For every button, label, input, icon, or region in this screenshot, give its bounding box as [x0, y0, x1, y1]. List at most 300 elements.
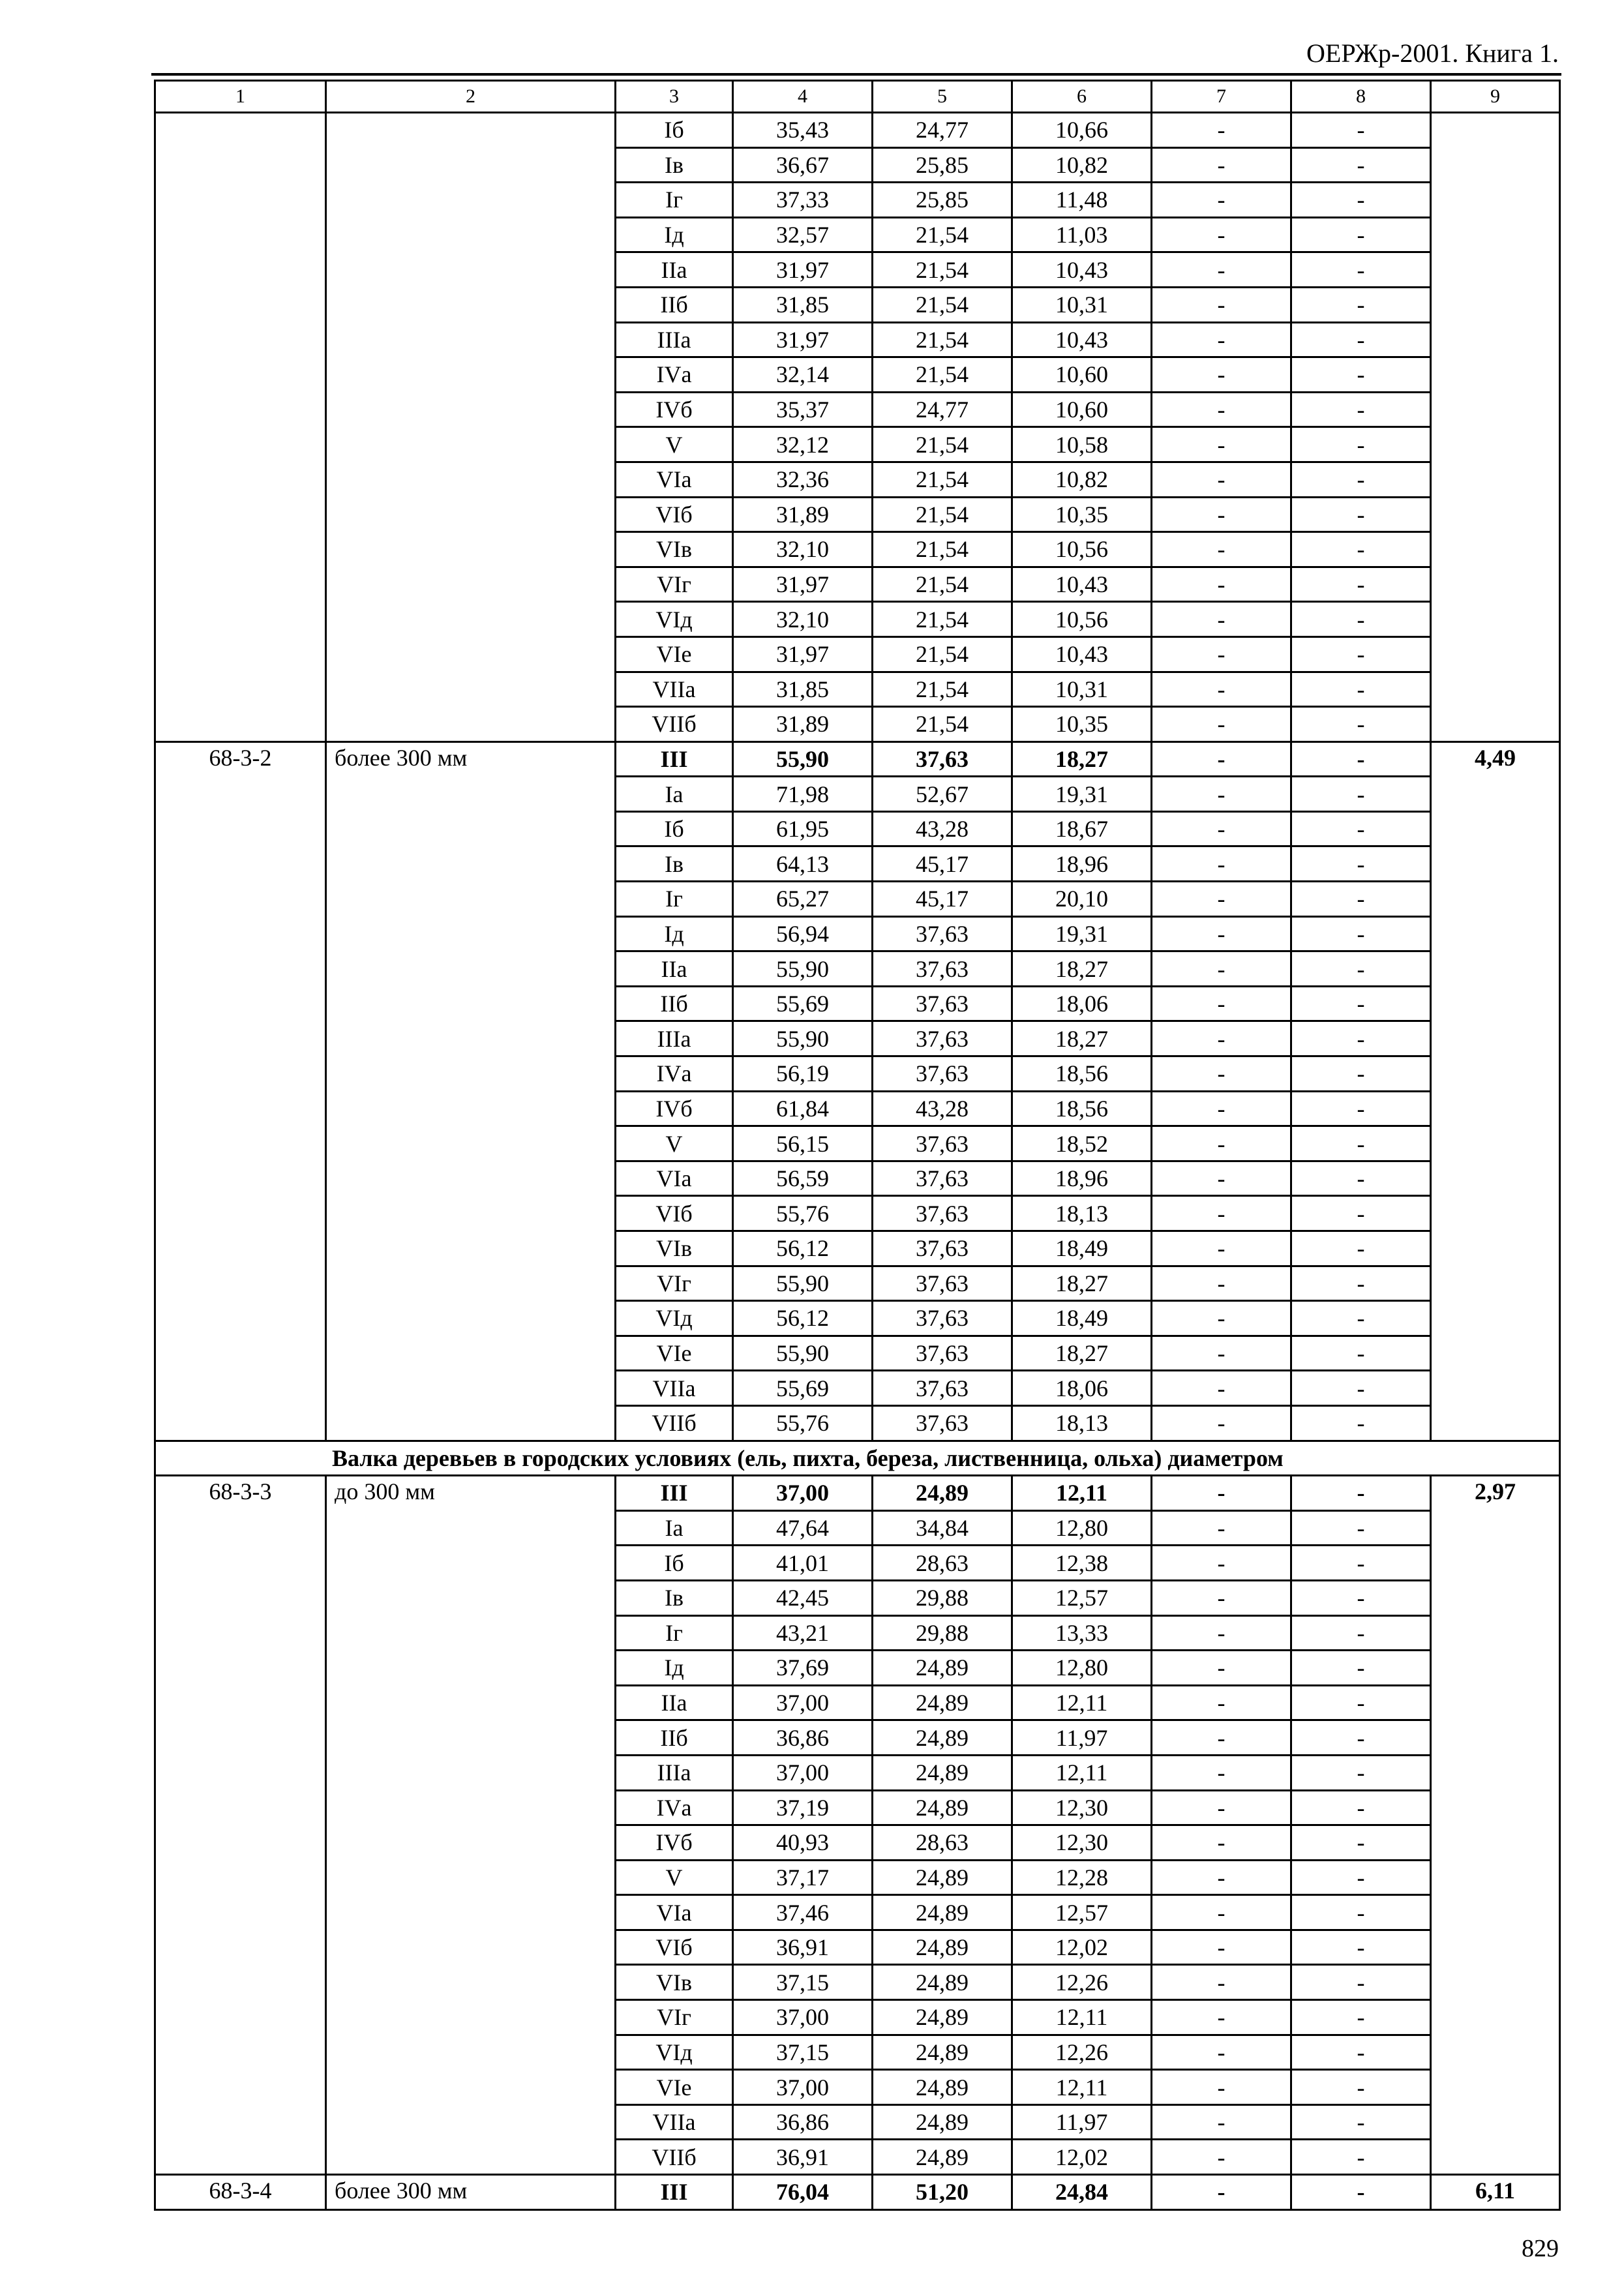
section-heading: Валка деревьев в городских условиях (ель, пихта, береза, лиственница, ольха) диаметром: [155, 1441, 1560, 1476]
labor-cost: 52,67: [873, 777, 1012, 812]
region-code: VIа: [616, 462, 733, 497]
region-code: IIа: [616, 951, 733, 987]
driver-wage: -: [1152, 1930, 1291, 1965]
page-number: 829: [1522, 2235, 1559, 2262]
machine-cost: 10,56: [1012, 602, 1152, 637]
total-cost: 47,64: [733, 1510, 873, 1546]
column-number: 9: [1431, 81, 1560, 113]
labor-cost: 37,63: [873, 1021, 1012, 1056]
rate-code: [155, 113, 326, 742]
driver-wage: -: [1152, 1825, 1291, 1861]
region-code: VIв: [616, 532, 733, 567]
driver-wage: -: [1152, 147, 1291, 183]
machine-cost: 18,96: [1012, 1161, 1152, 1196]
region-code: VIе: [616, 636, 733, 672]
region-code: VIб: [616, 497, 733, 532]
materials-cost: -: [1291, 252, 1431, 288]
machine-cost: 18,27: [1012, 1336, 1152, 1371]
materials-cost: -: [1291, 183, 1431, 218]
table-body: [155, 81, 1560, 2210]
materials-cost: -: [1291, 1895, 1431, 1930]
machine-cost: 18,13: [1012, 1405, 1152, 1441]
materials-cost: -: [1291, 1476, 1431, 1511]
region-code: III: [616, 741, 733, 777]
driver-wage: -: [1152, 1615, 1291, 1651]
region-code: VIб: [616, 1196, 733, 1231]
driver-wage: -: [1152, 1371, 1291, 1406]
labor-cost: 37,63: [873, 1371, 1012, 1406]
machine-cost: 10,66: [1012, 113, 1152, 148]
materials-cost: -: [1291, 846, 1431, 882]
rate-description: более 300 мм: [326, 741, 616, 1441]
driver-wage: -: [1152, 986, 1291, 1021]
machine-cost: 12,11: [1012, 2000, 1152, 2035]
region-code: Iг: [616, 1615, 733, 1651]
labor-cost: 21,54: [873, 497, 1012, 532]
total-cost: 32,12: [733, 427, 873, 462]
total-cost: 56,12: [733, 1231, 873, 1266]
region-code: IIIа: [616, 1021, 733, 1056]
total-cost: 37,15: [733, 1965, 873, 2000]
materials-cost: -: [1291, 2140, 1431, 2175]
materials-cost: -: [1291, 497, 1431, 532]
machine-cost: 10,43: [1012, 322, 1152, 357]
driver-wage: -: [1152, 1651, 1291, 1686]
machine-cost: 10,31: [1012, 672, 1152, 707]
labor-cost: 21,54: [873, 287, 1012, 322]
section-heading-row: [155, 1441, 1560, 1476]
total-cost: 55,69: [733, 986, 873, 1021]
column-number: 4: [733, 81, 873, 113]
labor-cost: 24,89: [873, 2035, 1012, 2070]
materials-cost: -: [1291, 916, 1431, 951]
materials-cost: -: [1291, 1371, 1431, 1406]
materials-cost: -: [1291, 392, 1431, 427]
materials-cost: -: [1291, 462, 1431, 497]
labor-cost: 21,54: [873, 427, 1012, 462]
machine-cost: 12,26: [1012, 1965, 1152, 2000]
machine-cost: 11,48: [1012, 183, 1152, 218]
running-header: ОЕРЖр-2001. Книга 1.: [1306, 38, 1559, 68]
labor-cost: 24,89: [873, 1651, 1012, 1686]
total-cost: 55,90: [733, 741, 873, 777]
machine-cost: 11,97: [1012, 1720, 1152, 1756]
machine-cost: 12,30: [1012, 1825, 1152, 1861]
labor-cost: 24,89: [873, 1685, 1012, 1720]
table-row: [155, 741, 1560, 777]
materials-cost: -: [1291, 113, 1431, 148]
driver-wage: -: [1152, 2070, 1291, 2105]
machine-cost: 10,43: [1012, 252, 1152, 288]
materials-cost: -: [1291, 741, 1431, 777]
rate-code: 68-3-2: [155, 741, 326, 1441]
total-cost: 36,86: [733, 2104, 873, 2140]
region-code: IIб: [616, 1720, 733, 1756]
materials-cost: -: [1291, 1301, 1431, 1336]
total-cost: 65,27: [733, 882, 873, 917]
labor-cost: 24,89: [873, 1476, 1012, 1511]
machine-cost: 18,56: [1012, 1056, 1152, 1092]
total-cost: 37,19: [733, 1790, 873, 1825]
driver-wage: -: [1152, 1720, 1291, 1756]
total-cost: 56,59: [733, 1161, 873, 1196]
region-code: VIг: [616, 567, 733, 602]
header-rule: [151, 73, 1561, 76]
region-code: VIе: [616, 1336, 733, 1371]
materials-cost: -: [1291, 1580, 1431, 1615]
driver-wage: -: [1152, 497, 1291, 532]
materials-cost: -: [1291, 1930, 1431, 1965]
machine-cost: 10,56: [1012, 532, 1152, 567]
driver-wage: -: [1152, 602, 1291, 637]
materials-cost: -: [1291, 1161, 1431, 1196]
driver-wage: -: [1152, 427, 1291, 462]
total-cost: 43,21: [733, 1615, 873, 1651]
labor-cost: 21,54: [873, 462, 1012, 497]
price-table: [154, 80, 1561, 2211]
materials-cost: -: [1291, 1685, 1431, 1720]
region-code: IVа: [616, 1056, 733, 1092]
driver-wage: -: [1152, 811, 1291, 846]
labor-cost: 21,54: [873, 672, 1012, 707]
region-code: IIа: [616, 1685, 733, 1720]
machine-cost: 12,30: [1012, 1790, 1152, 1825]
region-code: IIб: [616, 986, 733, 1021]
region-code: VIд: [616, 2035, 733, 2070]
machine-cost: 18,49: [1012, 1301, 1152, 1336]
machine-cost: 10,35: [1012, 707, 1152, 742]
machine-cost: 12,38: [1012, 1546, 1152, 1581]
materials-cost: -: [1291, 147, 1431, 183]
materials-cost: -: [1291, 1510, 1431, 1546]
total-cost: 61,95: [733, 811, 873, 846]
region-code: IVа: [616, 357, 733, 393]
driver-wage: -: [1152, 1091, 1291, 1126]
materials-cost: -: [1291, 1790, 1431, 1825]
machine-cost: 10,43: [1012, 567, 1152, 602]
labor-cost: 37,63: [873, 951, 1012, 987]
driver-wage: -: [1152, 217, 1291, 252]
driver-wage: -: [1152, 741, 1291, 777]
total-cost: 40,93: [733, 1825, 873, 1861]
labor-cost: 37,63: [873, 1126, 1012, 1161]
column-number: 8: [1291, 81, 1431, 113]
labor-cost: 24,89: [873, 2070, 1012, 2105]
machine-cost: 12,02: [1012, 2140, 1152, 2175]
machine-cost: 10,31: [1012, 287, 1152, 322]
materials-cost: -: [1291, 357, 1431, 393]
region-code: Iб: [616, 113, 733, 148]
machine-cost: 13,33: [1012, 1615, 1152, 1651]
labor-cost: 21,54: [873, 707, 1012, 742]
labor-hours: 2,97: [1431, 1476, 1560, 2175]
driver-wage: -: [1152, 1546, 1291, 1581]
driver-wage: -: [1152, 1790, 1291, 1825]
driver-wage: -: [1152, 1405, 1291, 1441]
labor-cost: 21,54: [873, 252, 1012, 288]
region-code: VIIб: [616, 2140, 733, 2175]
region-code: III: [616, 2175, 733, 2210]
labor-cost: 45,17: [873, 846, 1012, 882]
labor-cost: 37,63: [873, 1231, 1012, 1266]
total-cost: 76,04: [733, 2175, 873, 2210]
driver-wage: -: [1152, 1895, 1291, 1930]
total-cost: 36,67: [733, 147, 873, 183]
region-code: VIа: [616, 1161, 733, 1196]
region-code: Iб: [616, 811, 733, 846]
materials-cost: -: [1291, 882, 1431, 917]
driver-wage: -: [1152, 1021, 1291, 1056]
region-code: VIб: [616, 1930, 733, 1965]
driver-wage: -: [1152, 287, 1291, 322]
machine-cost: 10,43: [1012, 636, 1152, 672]
total-cost: 32,10: [733, 532, 873, 567]
machine-cost: 19,31: [1012, 777, 1152, 812]
labor-cost: 34,84: [873, 1510, 1012, 1546]
materials-cost: -: [1291, 1266, 1431, 1301]
region-code: Iа: [616, 777, 733, 812]
materials-cost: -: [1291, 1825, 1431, 1861]
labor-cost: 37,63: [873, 1161, 1012, 1196]
materials-cost: -: [1291, 777, 1431, 812]
materials-cost: -: [1291, 1056, 1431, 1092]
region-code: VIг: [616, 1266, 733, 1301]
region-code: V: [616, 1126, 733, 1161]
labor-cost: 24,89: [873, 2104, 1012, 2140]
materials-cost: -: [1291, 1755, 1431, 1790]
labor-cost: 24,89: [873, 2000, 1012, 2035]
total-cost: 56,15: [733, 1126, 873, 1161]
labor-hours: 4,49: [1431, 741, 1560, 1441]
materials-cost: -: [1291, 811, 1431, 846]
region-code: VIIа: [616, 672, 733, 707]
labor-cost: 24,89: [873, 1720, 1012, 1756]
rate-description: до 300 мм: [326, 1476, 616, 2175]
machine-cost: 12,11: [1012, 2070, 1152, 2105]
total-cost: 55,90: [733, 951, 873, 987]
total-cost: 55,90: [733, 1021, 873, 1056]
region-code: VIIб: [616, 1405, 733, 1441]
machine-cost: 12,80: [1012, 1651, 1152, 1686]
region-code: VIд: [616, 1301, 733, 1336]
machine-cost: 10,82: [1012, 462, 1152, 497]
region-code: Iв: [616, 846, 733, 882]
region-code: Iв: [616, 147, 733, 183]
driver-wage: -: [1152, 357, 1291, 393]
total-cost: 32,57: [733, 217, 873, 252]
region-code: VIд: [616, 602, 733, 637]
machine-cost: 10,35: [1012, 497, 1152, 532]
driver-wage: -: [1152, 1580, 1291, 1615]
labor-cost: 24,89: [873, 1860, 1012, 1895]
total-cost: 31,85: [733, 672, 873, 707]
machine-cost: 18,27: [1012, 951, 1152, 987]
materials-cost: -: [1291, 217, 1431, 252]
labor-cost: 29,88: [873, 1615, 1012, 1651]
region-code: IVб: [616, 1825, 733, 1861]
materials-cost: -: [1291, 636, 1431, 672]
driver-wage: -: [1152, 1476, 1291, 1511]
materials-cost: -: [1291, 2175, 1431, 2210]
materials-cost: -: [1291, 1860, 1431, 1895]
rate-description: более 300 мм: [326, 2175, 616, 2210]
total-cost: 35,43: [733, 113, 873, 148]
driver-wage: -: [1152, 2140, 1291, 2175]
materials-cost: -: [1291, 1126, 1431, 1161]
total-cost: 37,15: [733, 2035, 873, 2070]
labor-cost: 24,77: [873, 392, 1012, 427]
driver-wage: -: [1152, 1965, 1291, 2000]
machine-cost: 18,06: [1012, 1371, 1152, 1406]
machine-cost: 18,67: [1012, 811, 1152, 846]
total-cost: 35,37: [733, 392, 873, 427]
total-cost: 32,10: [733, 602, 873, 637]
machine-cost: 18,52: [1012, 1126, 1152, 1161]
machine-cost: 12,26: [1012, 2035, 1152, 2070]
machine-cost: 10,82: [1012, 147, 1152, 183]
materials-cost: -: [1291, 532, 1431, 567]
labor-cost: 43,28: [873, 1091, 1012, 1126]
column-number: 2: [326, 81, 616, 113]
total-cost: 37,00: [733, 1476, 873, 1511]
driver-wage: -: [1152, 252, 1291, 288]
labor-cost: 21,54: [873, 532, 1012, 567]
table-row: [155, 2175, 1560, 2210]
machine-cost: 19,31: [1012, 916, 1152, 951]
column-number: 5: [873, 81, 1012, 113]
driver-wage: -: [1152, 1056, 1291, 1092]
column-number-row: [155, 81, 1560, 113]
driver-wage: -: [1152, 672, 1291, 707]
labor-cost: 24,89: [873, 1965, 1012, 2000]
region-code: Iг: [616, 882, 733, 917]
materials-cost: -: [1291, 986, 1431, 1021]
labor-cost: 37,63: [873, 741, 1012, 777]
driver-wage: -: [1152, 951, 1291, 987]
labor-cost: 24,89: [873, 2140, 1012, 2175]
region-code: IIа: [616, 252, 733, 288]
driver-wage: -: [1152, 636, 1291, 672]
machine-cost: 18,96: [1012, 846, 1152, 882]
materials-cost: -: [1291, 1231, 1431, 1266]
materials-cost: -: [1291, 1615, 1431, 1651]
driver-wage: -: [1152, 1510, 1291, 1546]
total-cost: 56,94: [733, 916, 873, 951]
labor-cost: 24,89: [873, 1755, 1012, 1790]
machine-cost: 18,13: [1012, 1196, 1152, 1231]
materials-cost: -: [1291, 322, 1431, 357]
machine-cost: 18,27: [1012, 1266, 1152, 1301]
column-number: 7: [1152, 81, 1291, 113]
materials-cost: -: [1291, 1336, 1431, 1371]
labor-cost: 25,85: [873, 147, 1012, 183]
labor-cost: 37,63: [873, 1056, 1012, 1092]
labor-cost: 24,89: [873, 1790, 1012, 1825]
labor-cost: 37,63: [873, 916, 1012, 951]
driver-wage: -: [1152, 2175, 1291, 2210]
driver-wage: -: [1152, 1301, 1291, 1336]
total-cost: 37,46: [733, 1895, 873, 1930]
total-cost: 31,97: [733, 322, 873, 357]
labor-cost: 51,20: [873, 2175, 1012, 2210]
driver-wage: -: [1152, 1860, 1291, 1895]
table-row: [155, 1476, 1560, 1511]
machine-cost: 11,97: [1012, 2104, 1152, 2140]
materials-cost: -: [1291, 287, 1431, 322]
materials-cost: -: [1291, 427, 1431, 462]
region-code: Iа: [616, 1510, 733, 1546]
machine-cost: 12,28: [1012, 1860, 1152, 1895]
labor-hours: [1431, 113, 1560, 742]
total-cost: 61,84: [733, 1091, 873, 1126]
total-cost: 36,91: [733, 2140, 873, 2175]
machine-cost: 12,11: [1012, 1476, 1152, 1511]
driver-wage: -: [1152, 1755, 1291, 1790]
region-code: IIб: [616, 287, 733, 322]
total-cost: 41,01: [733, 1546, 873, 1581]
driver-wage: -: [1152, 532, 1291, 567]
driver-wage: -: [1152, 183, 1291, 218]
labor-cost: 21,54: [873, 602, 1012, 637]
total-cost: 31,85: [733, 287, 873, 322]
driver-wage: -: [1152, 462, 1291, 497]
labor-cost: 28,63: [873, 1825, 1012, 1861]
total-cost: 55,90: [733, 1266, 873, 1301]
labor-cost: 21,54: [873, 322, 1012, 357]
machine-cost: 12,80: [1012, 1510, 1152, 1546]
labor-cost: 24,89: [873, 1930, 1012, 1965]
machine-cost: 12,11: [1012, 1685, 1152, 1720]
materials-cost: -: [1291, 1091, 1431, 1126]
machine-cost: 18,56: [1012, 1091, 1152, 1126]
driver-wage: -: [1152, 777, 1291, 812]
machine-cost: 24,84: [1012, 2175, 1152, 2210]
region-code: V: [616, 427, 733, 462]
driver-wage: -: [1152, 2104, 1291, 2140]
driver-wage: -: [1152, 567, 1291, 602]
materials-cost: -: [1291, 2035, 1431, 2070]
labor-hours: 6,11: [1431, 2175, 1560, 2210]
machine-cost: 18,49: [1012, 1231, 1152, 1266]
total-cost: 56,19: [733, 1056, 873, 1092]
materials-cost: -: [1291, 707, 1431, 742]
total-cost: 36,86: [733, 1720, 873, 1756]
driver-wage: -: [1152, 392, 1291, 427]
region-code: Iд: [616, 1651, 733, 1686]
materials-cost: -: [1291, 1196, 1431, 1231]
labor-cost: 21,54: [873, 357, 1012, 393]
region-code: IIIа: [616, 322, 733, 357]
driver-wage: -: [1152, 322, 1291, 357]
labor-cost: 37,63: [873, 1405, 1012, 1441]
region-code: VIа: [616, 1895, 733, 1930]
machine-cost: 18,27: [1012, 741, 1152, 777]
region-code: IIIа: [616, 1755, 733, 1790]
driver-wage: -: [1152, 1266, 1291, 1301]
rate-code: 68-3-3: [155, 1476, 326, 2175]
materials-cost: -: [1291, 2000, 1431, 2035]
machine-cost: 20,10: [1012, 882, 1152, 917]
total-cost: 71,98: [733, 777, 873, 812]
region-code: Iд: [616, 217, 733, 252]
labor-cost: 25,85: [873, 183, 1012, 218]
region-code: VIIб: [616, 707, 733, 742]
materials-cost: -: [1291, 602, 1431, 637]
machine-cost: 12,57: [1012, 1895, 1152, 1930]
labor-cost: 21,54: [873, 567, 1012, 602]
total-cost: 55,76: [733, 1405, 873, 1441]
region-code: Iг: [616, 183, 733, 218]
